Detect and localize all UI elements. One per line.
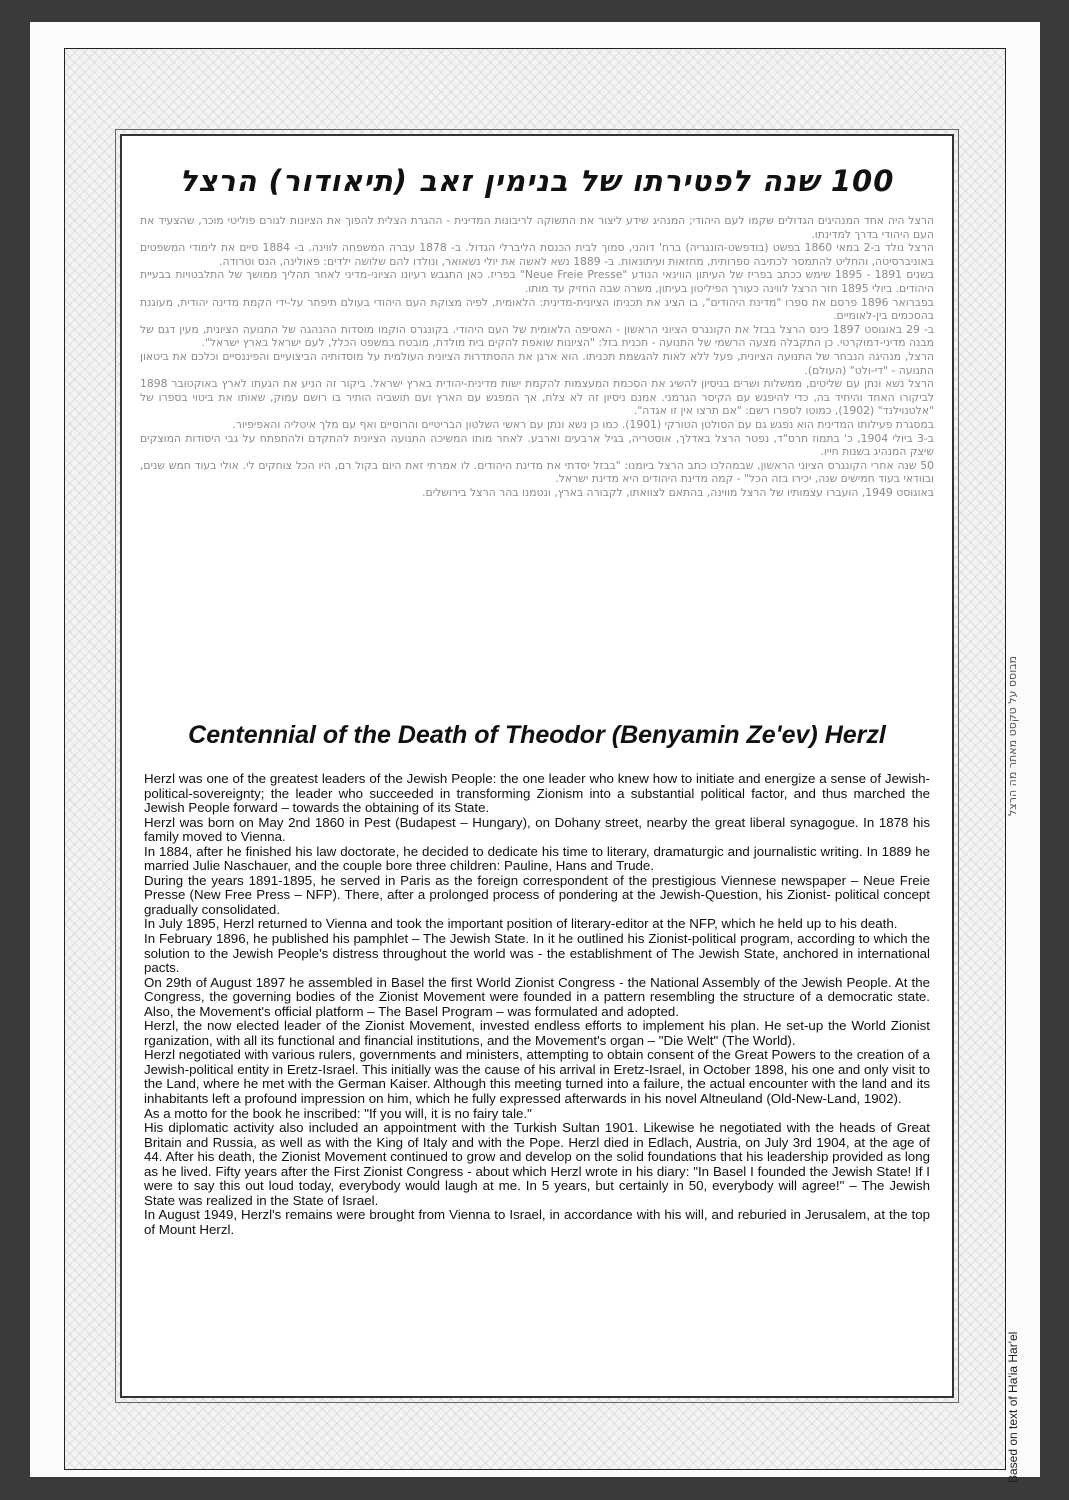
hebrew-paragraph: ב-3 ביולי 1904, כ' בתמוז תרס"ד, נפטר הרצל באדלך, אוסטריה, בגיל ארבעים וארבע. לאחר מותו המשיכה התנועה הציונית להתקדם ולהתפתח על גבי היסודות המוצקים שיצק המנהיג בשנות חייו. <box>140 431 934 459</box>
english-title: Centennial of the Death of Theodor (Benyamin Ze'ev) Herzl <box>188 721 886 749</box>
english-paragraph: In February 1896, he published his pamphlet – The Jewish State. In it he outlined his Zionist-political program, according to which the solution to the Jewish People's distress throughout the world was - the establishment of The Jewish State, anchored in international pacts. <box>144 931 930 976</box>
english-paragraph: In July 1895, Herzl returned to Vienna and took the important position of literary-editor at the NFP, which he held up to his death. <box>144 916 898 932</box>
hebrew-paragraph: בשנים 1891 - 1895 שימש ככתב בפריז של העיתון הווינאי הנודע "Neue Freie Presse" בפריז. כאן התגבש רעיונו הציוני-מדיני לאחר תהליך ממושך של התלבטויות בבעיית היהודים. ביולי 1895 חזר הרצל לווינה כעורך הפיליטון בעיתון, משרה שבה החזיק עד מותו. <box>140 268 934 295</box>
english-body <box>144 772 930 1238</box>
hebrew-paragraph: באוגוסט 1949, הועברו עצמותיו של הרצל מווינה, בהתאם לצוואתו, לקבורה בארץ, ונטמנו בהר הרצל בירושלים. <box>422 485 934 499</box>
hebrew-paragraph: במסגרת פעילותו המדינית הוא נפגש גם עם הסולטן הטורקי (1901). כמו כן נשא ונתן עם ראשי השלטון הבריטיים והרוסיים ואף עם מלך איטליה והאפיפיור. <box>232 417 934 431</box>
hebrew-title: 100 שנה לפטירתו של בנימין זאב (תיאודור) הרצל <box>179 164 895 198</box>
english-paragraph: Herzl was born on May 2nd 1860 in Pest (Budapest – Hungary), on Dohany street, nearby the great liberal synagogue. In 1878 his family moved to Vienna. <box>144 814 930 845</box>
english-paragraph: As a motto for the book he inscribed: "If you will, it is no fairy tale." <box>144 1105 532 1121</box>
english-paragraph: In August 1949, Herzl's remains were brought from Vienna to Israel, in accordance with his will, and reburied in Jerusalem, at the top of Mount Herzl. <box>144 1207 930 1237</box>
english-paragraph: Herzl negotiated with various rulers, governments and ministers, attempting to obtain consent of the Great Powers to the creation of a Jewish-political entity in Eretz-Israel. This initially was the cause of his arrival in Eretz-Israel, in October 1898, his one and only visit to the Land, where he met with the German Kaiser. Although this meeting turned into a failure, the actual encounter with the land and its inhabitants left a profound impression on him, which he fully expressed afterwards in his novel Altneuland (Old-New-Land, 1902). <box>144 1047 930 1107</box>
english-paragraph: During the years 1891-1895, he served in Paris as the foreign correspondent of the prestigious Viennese newspaper – Neue Freie Presse (New Free Press – NFP). There, after a prolonged process of pondering at the Jewish-Question, his Zionist- political concept gradually consolidated. <box>144 872 930 917</box>
hebrew-paragraph: הרצל נולד ב-2 במאי 1860 בפשט (בודפשט-הונגריה) ברח' דוהני, סמוך לבית הכנסת הליברלי הגדול. ב- 1878 עברה המשפחה לווינה. ב- 1884 סיים את לימודי המשפטים באוניברסיטה, והחליט להתמסר לכתיבה ספרותית, מחזאות ועיתונאות. ב- 1889 נשא לאשה את יולי נשאואר, ונולדו להם שלושה ילדים: פאולינה, הנס וטרודה. <box>140 241 934 268</box>
hebrew-paragraph: הרצל היה אחד המנהיגים הגדולים שקמו לעם היהודי; המנהיג שידע ליצור את התשוקה לריבונות המדינית - ההגרת הצלית להפוך את הציונות לגורם פוליטי מוכר, שהצעיד את העם היהודי בדרך למדינתו. <box>140 214 934 241</box>
hebrew-paragraph: בפברואר 1896 פרסם את ספרו "מדינת היהודים", בו הציג את תכניתו הציונית-מדינית: הלאומית, לפיה מצוקת העם היהודי בעולם תיפתר על-ידי הקמת מדינה יהודית, מעוגנת בהסכמים בין-לאומיים. <box>140 295 934 323</box>
english-paragraph: His diplomatic activity also included an appointment with the Turkish Sultan 1901. Likewise he negotiated with the heads of Great Britain and Russia, as well as with the King of Italy and with the Pope. Herzl died in Edlach, Austria, on July 3rd 1904, at the age of 44. After his death, the Zionist Movement continued to grow and develop on the solid foundations that his leadership provided as long as he lived. Fifty years after the First Zionist Congress - about which Herzl wrote in his diary: "In Basel I founded the Jewish State! If I were to say this out loud today, everybody would laugh at me. In 5 years, but certainly in 50, everybody will agree!" – The Jewish State was realized in the State of Israel. <box>144 1120 930 1208</box>
text-panel <box>120 134 1020 1483</box>
english-paragraph: In 1884, after he finished his law doctorate, he decided to dedicate his time to literary, dramaturgic and journalistic writing. In 1889 he married Julie Naschauer, and the couple bore three children: Pauline, Hans and Trude. <box>144 843 930 874</box>
hebrew-paragraph: הרצל נשא ונתן עם שליטים, ממשלות ושרים בניסיון להשיג את הסכמת המעצמות להקמת ישות מדינית-יהודית בארץ ישראל. ביקור זה הניע את הגעתו לארץ באוקטובר 1898 לביקורו האחד והיחיד בה, כדי להיפגש עם הקיסר הגרמני. אמנם ניסיון זה לא צלח, אך המפגש עם הארץ ועם תושביה הותיר בו רושם עמוק, שאותו את ביטוי בספרו של "אלטנוילנד" (1902), כמוטו לספרו רשם: "אם תרצו אין זו אגדה". <box>140 377 934 418</box>
english-paragraph: Herzl was one of the greatest leaders of the Jewish People: the one leader who knew how to initiate and energize a sense of Jewish-political-sovereignty; the leader who succeeded in transforming Zionism into a substantial political factor, and thus marched the Jewish People forward – towards the obtaining of its State. <box>144 771 930 816</box>
document-sheet <box>30 22 1040 1483</box>
hebrew-paragraph: הרצל, מנהיגה הנבחר של התנועה הציונית, פעל ללא לאות להגשמת תכניתו. הוא ארגן את ההסתדרות הציונית העולמית על מוסדותיה הביצועיים והפיננסיים וכלכם את ביטאון התנועה - "די-ולט" (העולם). <box>140 349 934 377</box>
english-paragraph: Herzl, the now elected leader of the Zionist Movement, invested endless efforts to implement his plan. He set-up the World Zionist rganization, with all its functional and financial institutions, and the Movement's organ – "Die Welt" (The World). <box>144 1018 930 1048</box>
english-paragraph: On 29th of August 1897 he assembled in Basel the first World Zionist Congress - the National Assembly of the Jewish People. At the Congress, the governing bodies of the Zionist Movement were founded in a pattern resembling the structure of a democratic state. Also, the Movement's official platform – The Basel Program – was formulated and adopted. <box>144 974 930 1019</box>
hebrew-paragraph: ב- 29 באוגוסט 1897 כינס הרצל בבזל את הקונגרס הציוני הראשון - האסיפה הלאומית של העם היהודי. בקונגרס הוקמו מוסדות ההנהגה של התנועה הציונית, מעין דגם של מבנה מדיני-דמוקרטי. כן התקבלה מצעה הרשמי של התנועה - תכנית בזל: "הציונות שואפת להקים בית מולדת, מובטח במשפט הכלל, לעם ישראל בארץ ישראל". <box>140 322 934 350</box>
hebrew-body <box>140 214 934 692</box>
english-side-credit: Based on text of Ha'ia Har'el <box>1006 1331 1020 1483</box>
hebrew-paragraph: 50 שנה אחרי הקונגרס הציוני הראשון, שבמהלכו כתב הרצל ביומנו: "בבזל יסדתי את מדינת היהודים. לו אמרתי זאת היום בקול רם, היו הכל צוחקים לי. אולי בעוד חמש שנים, ובוודאי בעוד חמישים שנה, יכירו בזה הכל" - קמה מדינת היהודים היא מדינת ישראל. <box>140 458 934 486</box>
hebrew-side-credit: מבוסס על טקסט מאתר מה הרצל <box>1006 655 1019 816</box>
decorative-border-frame <box>64 48 1020 1483</box>
